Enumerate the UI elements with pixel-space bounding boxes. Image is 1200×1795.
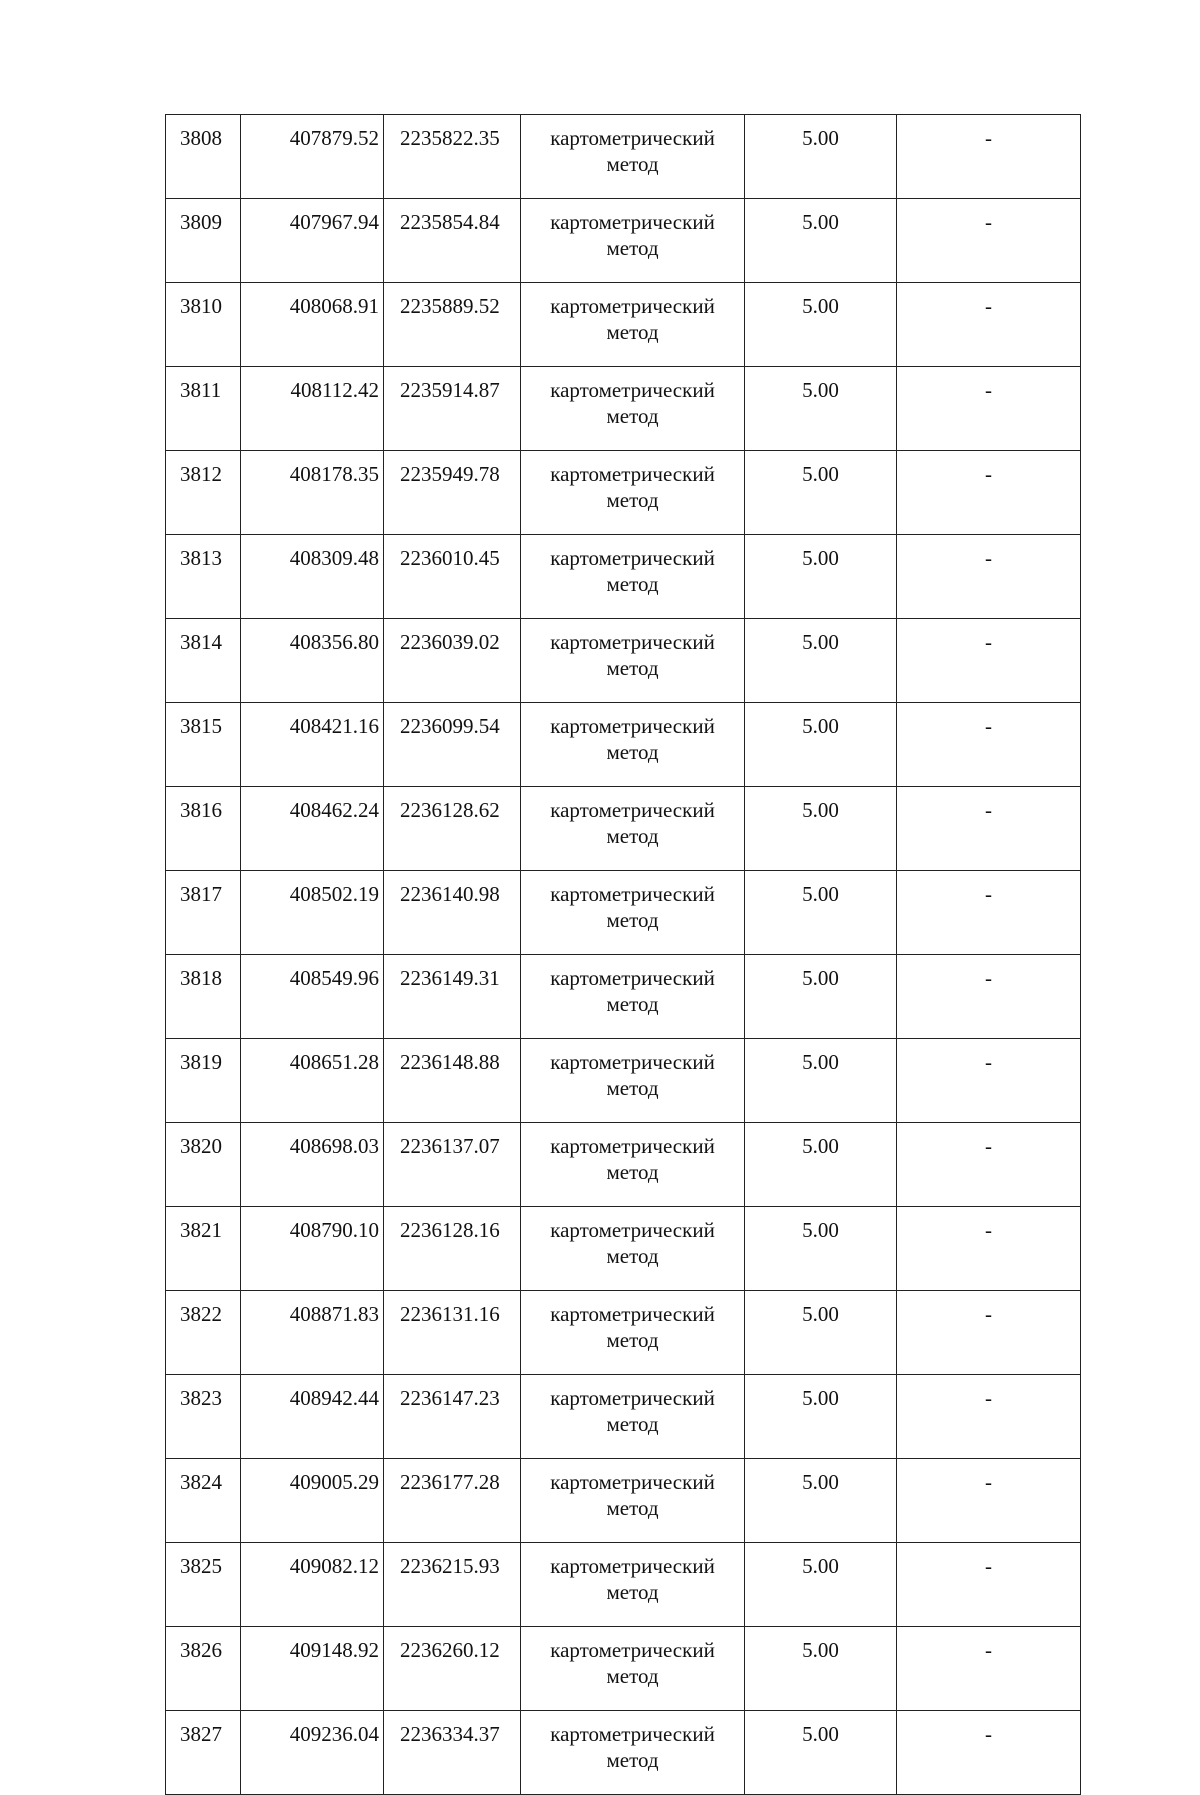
accuracy: 5.00 — [745, 1543, 897, 1627]
method-line2: метод — [606, 656, 659, 680]
method-line1: картометрический — [550, 1218, 715, 1242]
coordinate-y: 2235914.87 — [384, 367, 521, 451]
accuracy: 5.00 — [745, 703, 897, 787]
method-line1: картометрический — [550, 126, 715, 150]
method-line1: картометрический — [550, 462, 715, 486]
method-line2: метод — [606, 572, 659, 596]
method-cell — [521, 1207, 745, 1291]
method-line1: картометрический — [550, 294, 715, 318]
coordinate-y: 2236260.12 — [384, 1627, 521, 1711]
method-cell — [521, 1711, 745, 1795]
method-cell — [521, 367, 745, 451]
point-number: 3821 — [166, 1207, 241, 1291]
method-line1: картометрический — [550, 714, 715, 738]
note: - — [897, 1123, 1081, 1207]
method-line1: картометрический — [550, 882, 715, 906]
method-line2: метод — [606, 1160, 659, 1184]
method-line1: картометрический — [550, 1134, 715, 1158]
coordinate-x: 408462.24 — [241, 787, 384, 871]
method-cell — [521, 199, 745, 283]
method-line1: картометрический — [550, 798, 715, 822]
point-number: 3809 — [166, 199, 241, 283]
accuracy: 5.00 — [745, 619, 897, 703]
coordinate-y: 2236177.28 — [384, 1459, 521, 1543]
coordinate-x: 408068.91 — [241, 283, 384, 367]
coordinate-y: 2236140.98 — [384, 871, 521, 955]
note: - — [897, 619, 1081, 703]
table-row — [166, 1375, 1081, 1459]
note: - — [897, 1627, 1081, 1711]
coordinate-y: 2236334.37 — [384, 1711, 521, 1795]
coordinate-x: 408790.10 — [241, 1207, 384, 1291]
point-number: 3818 — [166, 955, 241, 1039]
point-number: 3811 — [166, 367, 241, 451]
method-cell — [521, 955, 745, 1039]
method-cell — [521, 619, 745, 703]
method-line2: метод — [606, 152, 659, 176]
coordinate-y: 2236148.88 — [384, 1039, 521, 1123]
table-row — [166, 619, 1081, 703]
coordinate-y: 2236010.45 — [384, 535, 521, 619]
note: - — [897, 367, 1081, 451]
coordinate-x: 407967.94 — [241, 199, 384, 283]
coordinate-x: 408309.48 — [241, 535, 384, 619]
method-line2: метод — [606, 992, 659, 1016]
note: - — [897, 1039, 1081, 1123]
note: - — [897, 955, 1081, 1039]
accuracy: 5.00 — [745, 871, 897, 955]
point-number: 3817 — [166, 871, 241, 955]
coordinate-y: 2236128.62 — [384, 787, 521, 871]
method-cell — [521, 115, 745, 199]
method-line1: картометрический — [550, 1302, 715, 1326]
method-line2: метод — [606, 1244, 659, 1268]
method-line2: метод — [606, 1412, 659, 1436]
coordinate-y: 2236215.93 — [384, 1543, 521, 1627]
coordinate-y: 2235822.35 — [384, 115, 521, 199]
table-row — [166, 1039, 1081, 1123]
method-line2: метод — [606, 1496, 659, 1520]
accuracy: 5.00 — [745, 367, 897, 451]
accuracy: 5.00 — [745, 955, 897, 1039]
coordinate-y: 2236137.07 — [384, 1123, 521, 1207]
point-number: 3814 — [166, 619, 241, 703]
point-number: 3823 — [166, 1375, 241, 1459]
point-number: 3813 — [166, 535, 241, 619]
point-number: 3808 — [166, 115, 241, 199]
method-line1: картометрический — [550, 1470, 715, 1494]
method-line2: метод — [606, 1580, 659, 1604]
method-line1: картометрический — [550, 630, 715, 654]
table-row — [166, 367, 1081, 451]
point-number: 3822 — [166, 1291, 241, 1375]
point-number: 3810 — [166, 283, 241, 367]
coordinate-x: 408549.96 — [241, 955, 384, 1039]
coordinate-y: 2235949.78 — [384, 451, 521, 535]
table-row — [166, 1543, 1081, 1627]
method-cell — [521, 535, 745, 619]
coordinate-x: 409148.92 — [241, 1627, 384, 1711]
note: - — [897, 703, 1081, 787]
coordinate-x: 409082.12 — [241, 1543, 384, 1627]
accuracy: 5.00 — [745, 1459, 897, 1543]
table-row — [166, 787, 1081, 871]
note: - — [897, 871, 1081, 955]
method-line1: картометрический — [550, 966, 715, 990]
accuracy: 5.00 — [745, 1207, 897, 1291]
coordinates-table-body — [166, 115, 1081, 1795]
accuracy: 5.00 — [745, 1039, 897, 1123]
table-row — [166, 283, 1081, 367]
coordinate-x: 408942.44 — [241, 1375, 384, 1459]
note: - — [897, 1711, 1081, 1795]
coordinate-x: 408112.42 — [241, 367, 384, 451]
method-cell — [521, 787, 745, 871]
method-line2: метод — [606, 404, 659, 428]
point-number: 3820 — [166, 1123, 241, 1207]
method-line2: метод — [606, 1076, 659, 1100]
accuracy: 5.00 — [745, 1123, 897, 1207]
accuracy: 5.00 — [745, 1375, 897, 1459]
method-cell — [521, 1291, 745, 1375]
coordinate-x: 409236.04 — [241, 1711, 384, 1795]
coordinate-x: 409005.29 — [241, 1459, 384, 1543]
coordinate-y: 2236149.31 — [384, 955, 521, 1039]
table-row — [166, 1459, 1081, 1543]
note: - — [897, 199, 1081, 283]
table-row — [166, 535, 1081, 619]
coordinate-y: 2236147.23 — [384, 1375, 521, 1459]
method-cell — [521, 451, 745, 535]
accuracy: 5.00 — [745, 199, 897, 283]
coordinate-x: 407879.52 — [241, 115, 384, 199]
note: - — [897, 115, 1081, 199]
method-line2: метод — [606, 1328, 659, 1352]
method-line2: метод — [606, 908, 659, 932]
point-number: 3816 — [166, 787, 241, 871]
point-number: 3827 — [166, 1711, 241, 1795]
note: - — [897, 1459, 1081, 1543]
table-row — [166, 703, 1081, 787]
table-row — [166, 451, 1081, 535]
method-line2: метод — [606, 320, 659, 344]
table-row — [166, 871, 1081, 955]
method-line2: метод — [606, 740, 659, 764]
method-cell — [521, 703, 745, 787]
coordinate-x: 408356.80 — [241, 619, 384, 703]
method-line2: метод — [606, 1664, 659, 1688]
note: - — [897, 1375, 1081, 1459]
method-line1: картометрический — [550, 1638, 715, 1662]
note: - — [897, 283, 1081, 367]
method-cell — [521, 1459, 745, 1543]
coordinate-x: 408502.19 — [241, 871, 384, 955]
coordinate-y: 2236131.16 — [384, 1291, 521, 1375]
method-line2: метод — [606, 236, 659, 260]
method-cell — [521, 1123, 745, 1207]
method-line2: метод — [606, 488, 659, 512]
method-line2: метод — [606, 1748, 659, 1772]
coordinate-x: 408421.16 — [241, 703, 384, 787]
point-number: 3812 — [166, 451, 241, 535]
coordinate-x: 408698.03 — [241, 1123, 384, 1207]
coordinate-y: 2236128.16 — [384, 1207, 521, 1291]
method-line1: картометрический — [550, 1386, 715, 1410]
coordinate-y: 2235854.84 — [384, 199, 521, 283]
note: - — [897, 1291, 1081, 1375]
accuracy: 5.00 — [745, 1291, 897, 1375]
accuracy: 5.00 — [745, 1627, 897, 1711]
note: - — [897, 535, 1081, 619]
table-row — [166, 1207, 1081, 1291]
method-line1: картометрический — [550, 1554, 715, 1578]
note: - — [897, 451, 1081, 535]
accuracy: 5.00 — [745, 115, 897, 199]
coordinate-x: 408651.28 — [241, 1039, 384, 1123]
table-row — [166, 1123, 1081, 1207]
accuracy: 5.00 — [745, 1711, 897, 1795]
accuracy: 5.00 — [745, 451, 897, 535]
method-line1: картометрический — [550, 378, 715, 402]
table-row — [166, 1291, 1081, 1375]
method-line1: картометрический — [550, 1722, 715, 1746]
note: - — [897, 1543, 1081, 1627]
method-line1: картометрический — [550, 1050, 715, 1074]
point-number: 3824 — [166, 1459, 241, 1543]
point-number: 3815 — [166, 703, 241, 787]
method-cell — [521, 283, 745, 367]
accuracy: 5.00 — [745, 787, 897, 871]
table-row — [166, 1711, 1081, 1795]
accuracy: 5.00 — [745, 535, 897, 619]
note: - — [897, 1207, 1081, 1291]
point-number: 3819 — [166, 1039, 241, 1123]
coordinates-table — [165, 114, 1081, 1795]
method-cell — [521, 1039, 745, 1123]
method-line2: метод — [606, 824, 659, 848]
table-row — [166, 955, 1081, 1039]
method-line1: картометрический — [550, 210, 715, 234]
coordinate-x: 408178.35 — [241, 451, 384, 535]
method-cell — [521, 871, 745, 955]
coordinate-y: 2236039.02 — [384, 619, 521, 703]
point-number: 3825 — [166, 1543, 241, 1627]
coordinate-y: 2235889.52 — [384, 283, 521, 367]
method-cell — [521, 1543, 745, 1627]
coordinate-x: 408871.83 — [241, 1291, 384, 1375]
method-line1: картометрический — [550, 546, 715, 570]
table-row — [166, 115, 1081, 199]
coordinate-y: 2236099.54 — [384, 703, 521, 787]
table-row — [166, 199, 1081, 283]
method-cell — [521, 1375, 745, 1459]
point-number: 3826 — [166, 1627, 241, 1711]
accuracy: 5.00 — [745, 283, 897, 367]
note: - — [897, 787, 1081, 871]
